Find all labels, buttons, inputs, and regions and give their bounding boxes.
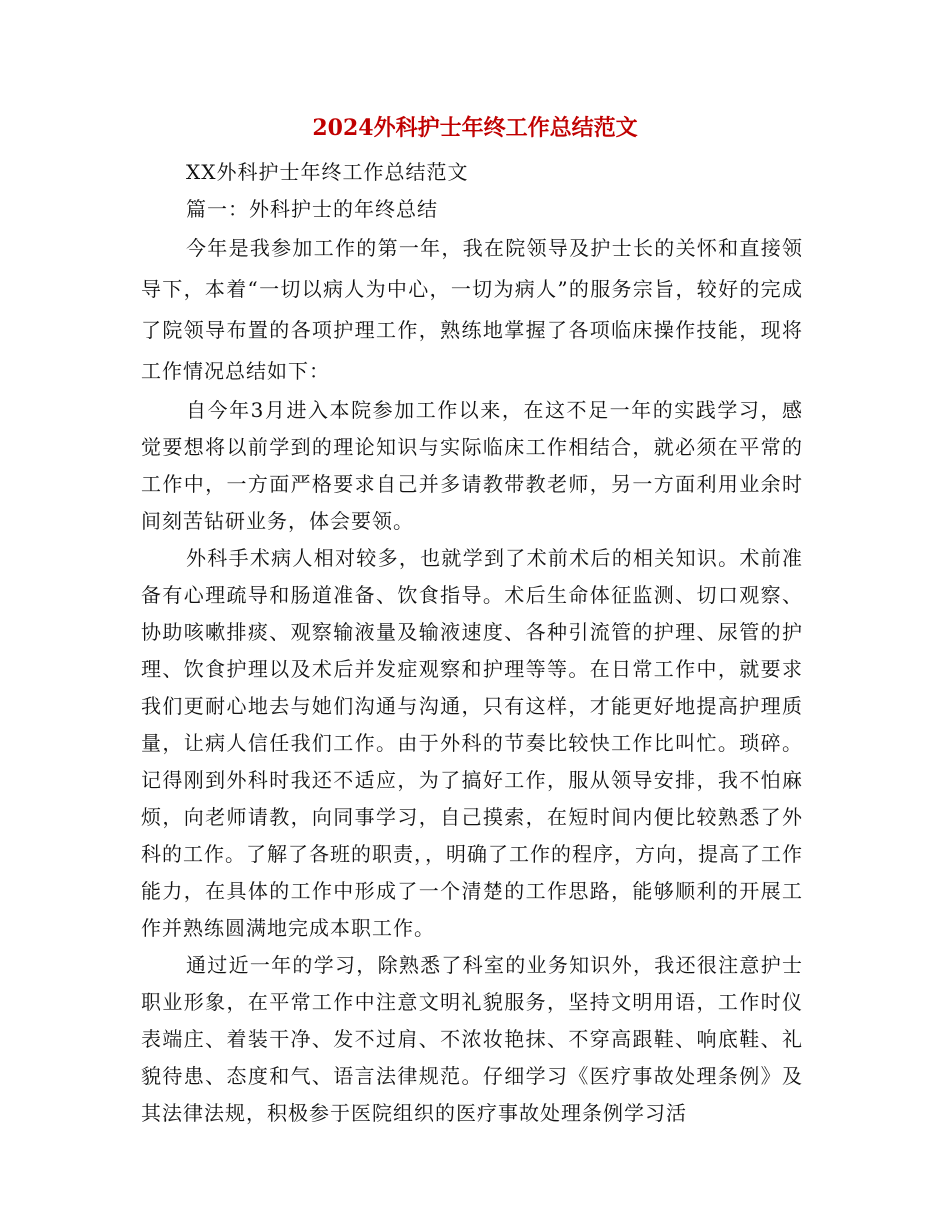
document-title: 2024外科护士年终工作总结范文 (312, 115, 638, 141)
paragraph-professional-image: 通过近一年的学习，除熟悉了科室的业务知识外，我还很注意护士职业形象，在平常工作中注意文明礼貌服务，坚持文明用语，工作时仪表端庄、着装干净、发不过肩、不浓妆艳抹、不穿高跟鞋、响底鞋、礼貌待患、态度和气、语言法律规范。仔细学习《医疗事故处理条例》及其法律法规，积极参于医院组织的医疗事故处理条例学习活 (141, 953, 803, 1125)
document-body (141, 154, 803, 1132)
paragraph-surgery-care: 外科手术病人相对较多，也就学到了术前术后的相关知识。术前准备有心理疏导和肠道准备、饮食指导。术后生命体征监测、切口观察、协助咳嗽排痰、观察输液量及输液速度、各种引流管的护理、尿管的护理、饮食护理以及术后并发症观察和护理等等。在日常工作中，就要求我们更耐心地去与她们沟通与沟通，只有这样，才能更好地提高护理质量，让病人信任我们工作。由于外科的节奏比较快工作比叫忙。琐碎。记得刚到外科时我还不适应，为了搞好工作，服从领导安排，我不怕麻烦，向老师请教，向同事学习，自己摸索，在短时间内便比较熟悉了外科的工作。了解了各班的职责，，明确了工作的程序，方向，提高了工作能力，在具体的工作中形成了一个清楚的工作思路，能够顺利的开展工作并熟练圆满地完成本职工作。 (141, 546, 803, 940)
paragraph-learning: 自今年3月进入本院参加工作以来，在这不足一年的实践学习，感觉要想将以前学到的理论知识与实际临床工作相结合，就必须在平常的工作中，一方面严格要求自己并多请教带教老师，另一方面利用业余时间刻苦钻研业务，体会要领。 (141, 398, 803, 533)
paragraph-intro: 今年是我参加工作的第一年，我在院领导及护士长的关怀和直接领导下，本着“一切以病人为中心，一切为病人”的服务宗旨，较好的完成了院领导布置的各项护理工作，熟练地掌握了各项临床操作技能，现将工作情况总结如下： (141, 236, 803, 383)
paragraph-section-heading: 篇一：外科护士的年终总结 (186, 197, 438, 221)
paragraph-subtitle: XX外科护士年终工作总结范文 (186, 160, 469, 184)
